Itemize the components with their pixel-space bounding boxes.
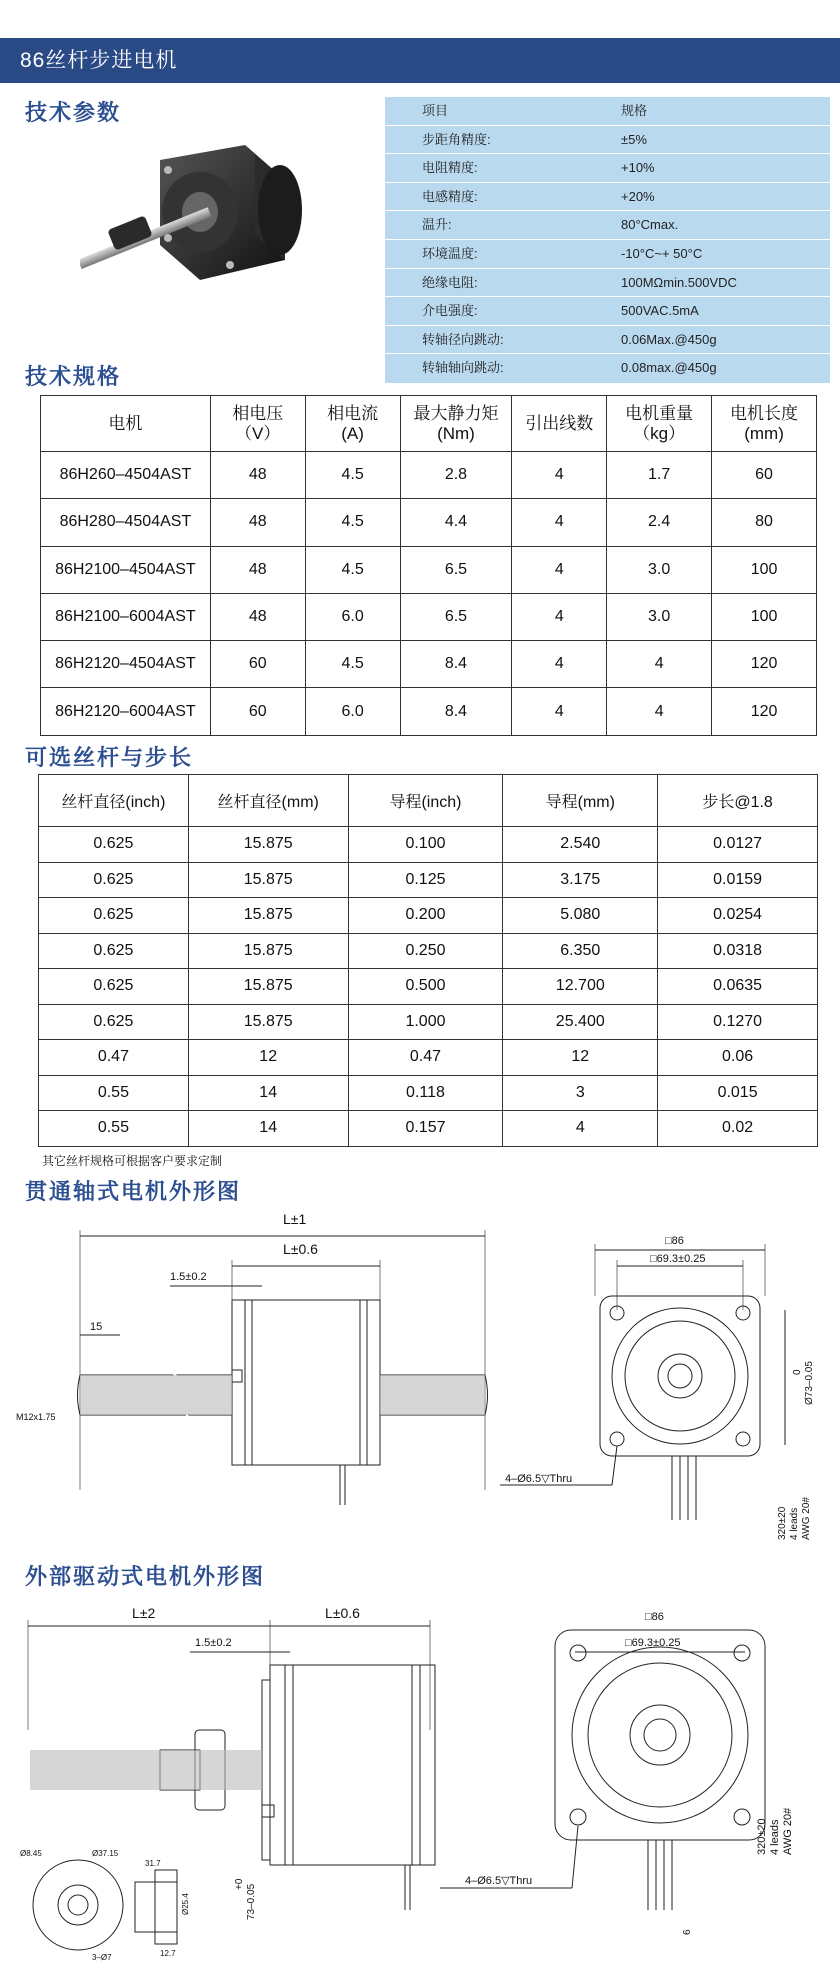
screw-cell: 2.540 xyxy=(503,827,658,863)
screw-row xyxy=(39,827,818,863)
param-value: 100MΩmin.500VDC xyxy=(621,274,737,290)
param-row xyxy=(385,183,830,212)
screw-row xyxy=(39,1040,818,1076)
screw-row xyxy=(39,1075,818,1111)
screw-header-cell: 丝杆直径(mm) xyxy=(188,775,348,827)
param-key: 转轴轴向跳动: xyxy=(422,360,504,376)
dim-l2: L±2 xyxy=(132,1605,156,1621)
screw-cell: 15.875 xyxy=(188,898,348,934)
screw-cell: 6.350 xyxy=(503,933,658,969)
spec-cell: 6.0 xyxy=(305,593,400,640)
param-row xyxy=(385,126,830,155)
spec-cell: 3.0 xyxy=(607,546,712,593)
header-unit: (A) xyxy=(341,423,364,443)
screw-cell: 14 xyxy=(188,1075,348,1111)
screw-cell: 0.0318 xyxy=(658,933,818,969)
lead-gauge-ext: AWG 20# xyxy=(782,1807,794,1855)
param-value: ±5% xyxy=(621,131,647,147)
spec-cell: 4.4 xyxy=(400,499,512,546)
spec-row xyxy=(41,641,817,688)
param-value: +10% xyxy=(621,160,655,176)
screw-cell: 0.625 xyxy=(39,1004,189,1040)
screw-cell: 0.625 xyxy=(39,969,189,1005)
dim-15: 15 xyxy=(90,1321,103,1333)
external-drive-drawing xyxy=(0,1590,840,1970)
dim-l06-ext: L±0.6 xyxy=(325,1605,360,1621)
spec-cell: 4 xyxy=(607,688,712,735)
spec-header-cell xyxy=(41,396,211,452)
screw-row xyxy=(39,898,818,934)
header-line: 电机重量 xyxy=(625,403,694,423)
param-value: 0.06Max.@450g xyxy=(621,331,717,347)
screw-cell: 0.625 xyxy=(39,862,189,898)
screw-cell: 14 xyxy=(188,1111,348,1147)
screw-cell: 0.47 xyxy=(39,1040,189,1076)
spec-cell: 4.5 xyxy=(305,546,400,593)
tech-params-panel xyxy=(385,97,830,383)
param-row xyxy=(385,269,830,298)
screw-cell: 0.02 xyxy=(658,1111,818,1147)
screw-cell: 15.875 xyxy=(188,933,348,969)
screw-row xyxy=(39,862,818,898)
spec-header-row xyxy=(41,396,817,452)
screw-cell: 0.200 xyxy=(348,898,503,934)
nut-height: Ø25.4 xyxy=(181,1893,190,1915)
spec-cell: 4 xyxy=(607,641,712,688)
param-key: 绝缘电阻: xyxy=(422,274,478,290)
header-unit: （V） xyxy=(235,423,281,443)
spec-cell: 4 xyxy=(512,546,607,593)
param-key: 步距角精度: xyxy=(422,131,491,147)
spec-table xyxy=(40,395,817,736)
screw-row xyxy=(39,1111,818,1147)
screw-cell: 15.875 xyxy=(188,1004,348,1040)
screw-cell: 0.015 xyxy=(658,1075,818,1111)
dim-l1: L±1 xyxy=(283,1211,307,1227)
spec-cell: 4.5 xyxy=(305,499,400,546)
screw-cell: 4 xyxy=(503,1111,658,1147)
spec-cell: 4 xyxy=(512,452,607,499)
spec-header-cell xyxy=(305,396,400,452)
section-title-tech-params: 技术参数 xyxy=(25,100,122,125)
spec-cell: 60 xyxy=(712,452,817,499)
param-key: 电阻精度: xyxy=(422,160,478,176)
screw-cell: 12 xyxy=(188,1040,348,1076)
screw-cell: 0.55 xyxy=(39,1075,189,1111)
dim-1-5: 1.5±0.2 xyxy=(170,1271,207,1283)
screw-cell: 15.875 xyxy=(188,827,348,863)
lead-gauge: AWG 20# xyxy=(801,1497,812,1540)
spec-cell: 48 xyxy=(210,546,305,593)
section-title-tech-specs: 技术规格 xyxy=(25,364,122,389)
lead-count: 4 leads xyxy=(789,1507,800,1540)
nut-d3: 3–Ø7 xyxy=(92,1953,112,1962)
section-title-through-shaft: 贯通轴式电机外形图 xyxy=(25,1179,242,1204)
param-key: 环境温度: xyxy=(422,246,478,261)
spec-cell: 60 xyxy=(210,641,305,688)
spec-cell: 4 xyxy=(512,593,607,640)
screw-cell: 25.400 xyxy=(503,1004,658,1040)
header-line: 电机长度 xyxy=(730,403,799,423)
screw-cell: 0.0159 xyxy=(658,862,818,898)
screw-cell: 0.500 xyxy=(348,969,503,1005)
dim-sq86: □86 xyxy=(665,1235,684,1247)
thread-label: M12x1.75 xyxy=(16,1412,56,1422)
screw-row xyxy=(39,969,818,1005)
spec-row xyxy=(41,688,817,735)
spec-cell: 4 xyxy=(512,688,607,735)
lead-length: 320±20 xyxy=(777,1506,788,1540)
screw-cell: 0.0635 xyxy=(658,969,818,1005)
spec-cell: 2.8 xyxy=(400,452,512,499)
custom-note: 其它丝杆规格可根据客户要求定制 xyxy=(42,1154,223,1168)
spec-cell: 120 xyxy=(712,641,817,688)
spec-cell: 86H280–4504AST xyxy=(41,499,211,546)
header-unit: (mm) xyxy=(744,423,784,443)
dim-l06: L±0.6 xyxy=(283,1241,318,1257)
screw-cell: 1.000 xyxy=(348,1004,503,1040)
screw-cell: 3 xyxy=(503,1075,658,1111)
spec-cell: 86H2120–6004AST xyxy=(41,688,211,735)
spec-header-cell xyxy=(400,396,512,452)
param-header-row xyxy=(385,97,830,126)
screw-cell: 0.55 xyxy=(39,1111,189,1147)
through-shaft-drawing xyxy=(0,1200,840,1560)
spec-header-cell xyxy=(607,396,712,452)
spec-cell: 86H2120–4504AST xyxy=(41,641,211,688)
spec-row xyxy=(41,593,817,640)
screw-cell: 0.625 xyxy=(39,933,189,969)
spec-cell: 6.5 xyxy=(400,546,512,593)
nut-length: 12.7 xyxy=(160,1949,176,1958)
param-header-item: 项目 xyxy=(422,103,449,118)
param-row xyxy=(385,240,830,269)
dim-sq69: □69.3±0.25 xyxy=(650,1253,706,1265)
header-line: 相电压 xyxy=(232,403,284,423)
header-line: 引出线数 xyxy=(525,413,594,433)
dim-sq69-ext: □69.3±0.25 xyxy=(625,1637,681,1649)
param-row xyxy=(385,354,830,383)
header-unit: （kg） xyxy=(633,423,686,443)
screw-header-cell: 导程(inch) xyxy=(348,775,503,827)
param-row xyxy=(385,211,830,240)
screw-header-row xyxy=(39,775,818,827)
header-unit: (Nm) xyxy=(437,423,475,443)
spec-cell: 60 xyxy=(210,688,305,735)
nut-d2: Ø37.15 xyxy=(92,1849,119,1858)
spec-cell: 48 xyxy=(210,452,305,499)
motor-illustration xyxy=(80,140,350,310)
spec-cell: 100 xyxy=(712,546,817,593)
screw-cell: 0.125 xyxy=(348,862,503,898)
screw-cell: 0.100 xyxy=(348,827,503,863)
screw-header-cell: 丝杆直径(inch) xyxy=(39,775,189,827)
dim-six: 6 xyxy=(682,1929,693,1935)
param-key: 电感精度: xyxy=(422,188,478,204)
param-key: 介电强度: xyxy=(422,303,478,319)
param-key: 温升: xyxy=(422,217,452,233)
screw-cell: 0.118 xyxy=(348,1075,503,1111)
screw-cell: 0.0254 xyxy=(658,898,818,934)
spec-cell: 48 xyxy=(210,593,305,640)
param-value: 0.08max.@450g xyxy=(621,360,717,376)
screw-cell: 0.250 xyxy=(348,933,503,969)
screw-row xyxy=(39,1004,818,1040)
param-header-spec: 规格 xyxy=(621,103,648,118)
screw-cell: 0.625 xyxy=(39,898,189,934)
screw-cell: 0.625 xyxy=(39,827,189,863)
spec-cell: 4.5 xyxy=(305,452,400,499)
header-line: 电机 xyxy=(108,413,143,433)
screw-header-cell: 导程(mm) xyxy=(503,775,658,827)
param-key: 转轴径向跳动: xyxy=(422,331,504,347)
param-value: 500VAC.5mA xyxy=(621,303,699,319)
spec-cell: 86H2100–4504AST xyxy=(41,546,211,593)
page-banner: 86丝杆步进电机 xyxy=(0,38,840,83)
screw-cell: 15.875 xyxy=(188,862,348,898)
lead-screw-left xyxy=(80,1375,232,1415)
lead-length-ext: 320±20 xyxy=(756,1818,768,1855)
spec-row xyxy=(41,546,817,593)
spec-row xyxy=(41,452,817,499)
param-row xyxy=(385,297,830,326)
pilot-tol-ext: +0 xyxy=(234,1878,245,1890)
spec-cell: 120 xyxy=(712,688,817,735)
screw-table xyxy=(38,774,818,1147)
spec-cell: 86H260–4504AST xyxy=(41,452,211,499)
param-row xyxy=(385,326,830,355)
screw-cell: 0.47 xyxy=(348,1040,503,1076)
spec-cell: 1.7 xyxy=(607,452,712,499)
pilot-tol: 0 xyxy=(792,1369,803,1375)
spec-cell: 3.0 xyxy=(607,593,712,640)
holes-label-ext: 4–Ø6.5▽Thru xyxy=(465,1875,533,1887)
spec-header-cell xyxy=(712,396,817,452)
spec-row xyxy=(41,499,817,546)
lead-screw-external xyxy=(30,1750,262,1790)
screw-cell: 5.080 xyxy=(503,898,658,934)
section-title-screw-options: 可选丝杆与步长 xyxy=(25,745,194,770)
lead-count-ext: 4 leads xyxy=(769,1819,781,1855)
screw-cell: 0.0127 xyxy=(658,827,818,863)
dim-1-5-ext: 1.5±0.2 xyxy=(195,1637,232,1649)
screw-cell: 12.700 xyxy=(503,969,658,1005)
param-value: -10°C~+ 50°C xyxy=(621,246,703,261)
pilot-dia-ext: 73–0.05 xyxy=(246,1883,257,1920)
lead-screw-right xyxy=(380,1375,485,1415)
spec-cell: 86H2100–6004AST xyxy=(41,593,211,640)
spec-cell: 8.4 xyxy=(400,688,512,735)
screw-row xyxy=(39,933,818,969)
screw-header-cell: 步长@1.8 xyxy=(658,775,818,827)
header-line: 最大静力矩 xyxy=(413,403,499,423)
param-row xyxy=(385,154,830,183)
section-title-external-drive: 外部驱动式电机外形图 xyxy=(25,1564,266,1589)
screw-cell: 0.1270 xyxy=(658,1004,818,1040)
nut-d1: Ø8.45 xyxy=(20,1849,42,1858)
param-value: 80°Cmax. xyxy=(621,217,679,233)
nut-width: 31.7 xyxy=(145,1859,161,1868)
spec-cell: 8.4 xyxy=(400,641,512,688)
spec-cell: 6.5 xyxy=(400,593,512,640)
spec-cell: 100 xyxy=(712,593,817,640)
spec-header-cell xyxy=(210,396,305,452)
param-value: +20% xyxy=(621,188,655,204)
spec-header-cell xyxy=(512,396,607,452)
spec-cell: 2.4 xyxy=(607,499,712,546)
spec-cell: 80 xyxy=(712,499,817,546)
screw-cell: 0.06 xyxy=(658,1040,818,1076)
pilot-dia: Ø73–0.05 xyxy=(804,1361,815,1405)
screw-cell: 15.875 xyxy=(188,969,348,1005)
screw-cell: 3.175 xyxy=(503,862,658,898)
holes-label: 4–Ø6.5▽Thru xyxy=(505,1473,573,1485)
spec-cell: 4 xyxy=(512,499,607,546)
spec-cell: 48 xyxy=(210,499,305,546)
spec-cell: 4 xyxy=(512,641,607,688)
dim-sq86-ext: □86 xyxy=(645,1611,664,1623)
spec-cell: 6.0 xyxy=(305,688,400,735)
screw-cell: 12 xyxy=(503,1040,658,1076)
header-line: 相电流 xyxy=(327,403,379,423)
screw-cell: 0.157 xyxy=(348,1111,503,1147)
spec-cell: 4.5 xyxy=(305,641,400,688)
